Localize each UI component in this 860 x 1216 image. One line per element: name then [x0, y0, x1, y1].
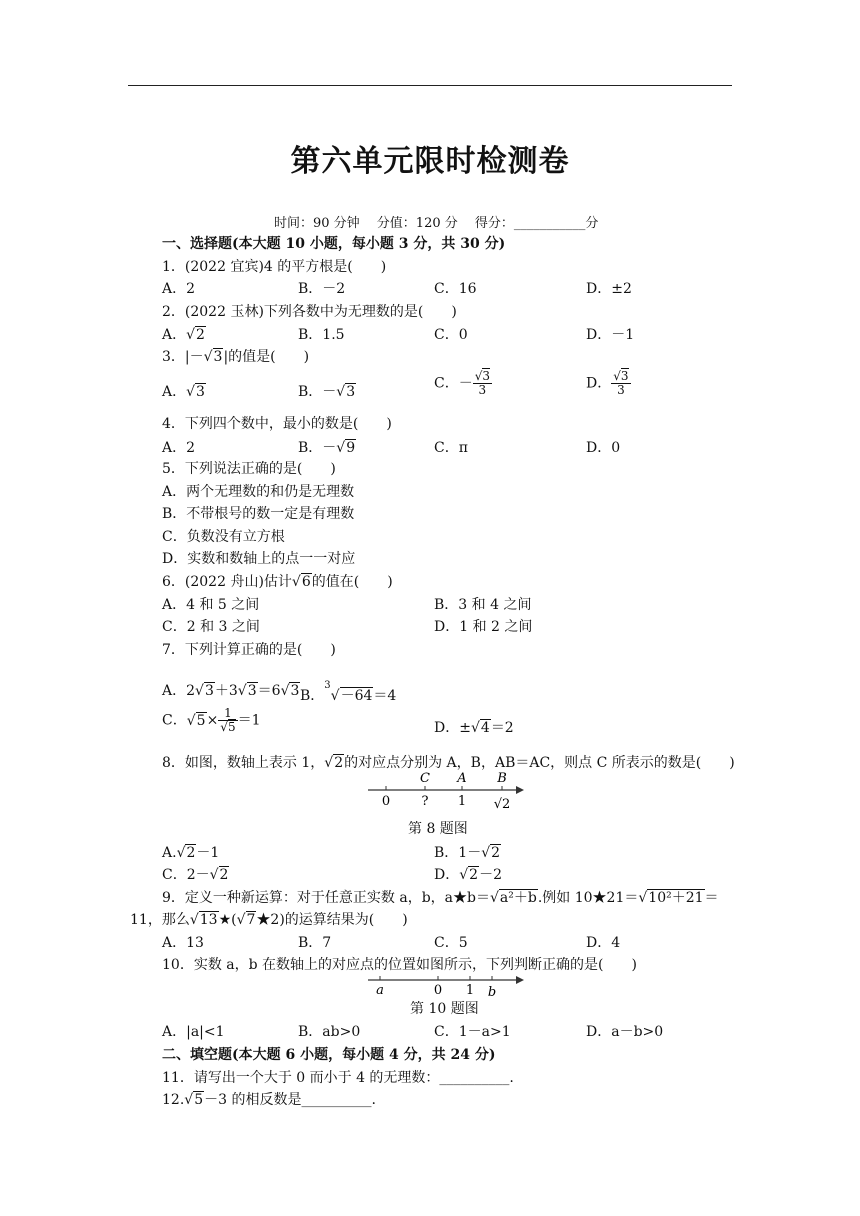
q4-stem: 4．下列四个数中，最小的数是( ) — [162, 416, 392, 432]
q9-line1: 9．定义一种新运算：对于任意正实数 a，b，a★b＝√a²＋b.例如 10★21＝√10²＋21＝ — [162, 890, 719, 906]
q10-stem: 10．实数 a，b 在数轴上的对应点的位置如图所示，下列判断正确的是( ) — [162, 957, 637, 973]
q8-tick-1: 1 — [457, 794, 467, 809]
q5-option-a: A．两个无理数的和仍是无理数 — [162, 484, 355, 500]
q6-stem: 6．(2022 舟山)估计√6的值在( ) — [162, 574, 393, 590]
q8-label-c: C — [420, 771, 430, 786]
q10-option-b: B．ab>0 — [298, 1024, 361, 1040]
q10-option-c: C．1－a>1 — [434, 1024, 511, 1040]
q3-stem: 3．|－√3|的值是( ) — [162, 349, 310, 365]
q8-tick-0: 0 — [381, 794, 391, 809]
q7-option-b: B．$^3$√－64＝4 — [300, 680, 397, 704]
q9-option-a: A．13 — [162, 935, 204, 951]
q7-option-c: C．√5× $\frac{1}{√5}$ ＝1 — [162, 706, 261, 735]
q10-number-line-figure — [360, 972, 530, 998]
q5-stem: 5．下列说法正确的是( ) — [162, 461, 336, 477]
q10-tick-a: a — [376, 983, 384, 998]
q5-option-b: B．不带根号的数一定是有理数 — [162, 506, 355, 522]
q10-tick-1: 1 — [465, 983, 475, 998]
q8-number-line-figure — [360, 768, 530, 814]
q8-stem: 8．如图，数轴上表示 1，√2的对应点分别为 A，B，AB＝AC，则点 C 所表示的数是( ) — [162, 755, 735, 771]
q7-stem: 7．下列计算正确的是( ) — [162, 642, 336, 658]
q6-option-b: B．3 和 4 之间 — [434, 597, 532, 613]
q3-option-a: A．√3 — [162, 384, 205, 400]
q1-stem: 1．(2022 宜宾)4 的平方根是( ) — [162, 259, 387, 275]
q2-option-b: B．1.5 — [298, 327, 345, 343]
q8-option-c: C．2－√2 — [162, 867, 229, 883]
exam-meta: 时间：90 分钟 分值：120 分 得分：___________分 — [274, 216, 599, 231]
q8-tick-sqrt2: √2 — [493, 797, 511, 812]
q1-option-d: D．±2 — [586, 281, 632, 297]
section1-heading: 一、选择题(本大题 10 小题，每小题 3 分，共 30 分) — [162, 236, 506, 252]
q7-option-a: A．2√3＋3√3＝6√3 — [162, 683, 300, 699]
section2-heading: 二、填空题(本大题 6 小题，每小题 4 分，共 24 分) — [162, 1047, 496, 1063]
q8-option-b: B．1－√2 — [434, 845, 501, 861]
q8-label-b: B — [497, 771, 507, 786]
q8-option-a: A.√2－1 — [162, 845, 220, 861]
q10-option-a: A．|a|<1 — [162, 1024, 225, 1040]
q6-option-a: A．4 和 5 之间 — [162, 597, 260, 613]
q5-option-c: C．负数没有立方根 — [162, 529, 285, 545]
q6-option-c: C．2 和 3 之间 — [162, 619, 260, 635]
q10-tick-0: 0 — [433, 983, 443, 998]
q1-option-a: A．2 — [162, 281, 196, 297]
q1-option-c: C．16 — [434, 281, 477, 297]
q8-option-d: D．√2－2 — [434, 867, 502, 883]
q10-tick-b: b — [487, 985, 497, 998]
q9-line2: 11，那么√13★(√7★2)的运算结果为( ) — [130, 912, 408, 928]
q3-option-c: C．－ $\frac{√3}{3}$ — [434, 369, 491, 398]
q8-tick-question: ? — [421, 794, 429, 809]
q3-option-b: B．－√3 — [298, 384, 356, 400]
q9-option-d: D．4 — [586, 935, 621, 951]
top-rule — [128, 85, 732, 86]
q4-option-c: C．π — [434, 440, 468, 456]
q8-label-a: A — [457, 771, 467, 786]
q1-option-b: B．－2 — [298, 281, 346, 297]
q4-option-b: B．－√9 — [298, 440, 356, 456]
q7-option-d: D．±√4＝2 — [434, 720, 514, 736]
q2-option-d: D．－1 — [586, 327, 635, 343]
q10-option-d: D．a－b>0 — [586, 1024, 664, 1040]
page-title: 第六单元限时检测卷 — [290, 144, 570, 179]
q5-option-d: D．实数和数轴上的点一一对应 — [162, 551, 356, 567]
q2-option-a: A．√2 — [162, 327, 205, 343]
q2-stem: 2．(2022 玉林)下列各数中为无理数的是( ) — [162, 304, 457, 320]
q12-stem: 12.√5－3 的相反数是__________. — [162, 1092, 376, 1108]
q11-stem: 11．请写出一个大于 0 而小于 4 的无理数：__________. — [162, 1070, 514, 1086]
q9-option-c: C．5 — [434, 935, 468, 951]
q4-option-a: A．2 — [162, 440, 196, 456]
q4-option-d: D．0 — [586, 440, 621, 456]
q2-option-c: C．0 — [434, 327, 468, 343]
q6-option-d: D．1 和 2 之间 — [434, 619, 533, 635]
q3-option-d: D． $\frac{√3}{3}$ — [586, 369, 629, 398]
q8-caption: 第 8 题图 — [408, 821, 468, 837]
q9-option-b: B．7 — [298, 935, 332, 951]
q10-caption: 第 10 题图 — [410, 1001, 479, 1017]
